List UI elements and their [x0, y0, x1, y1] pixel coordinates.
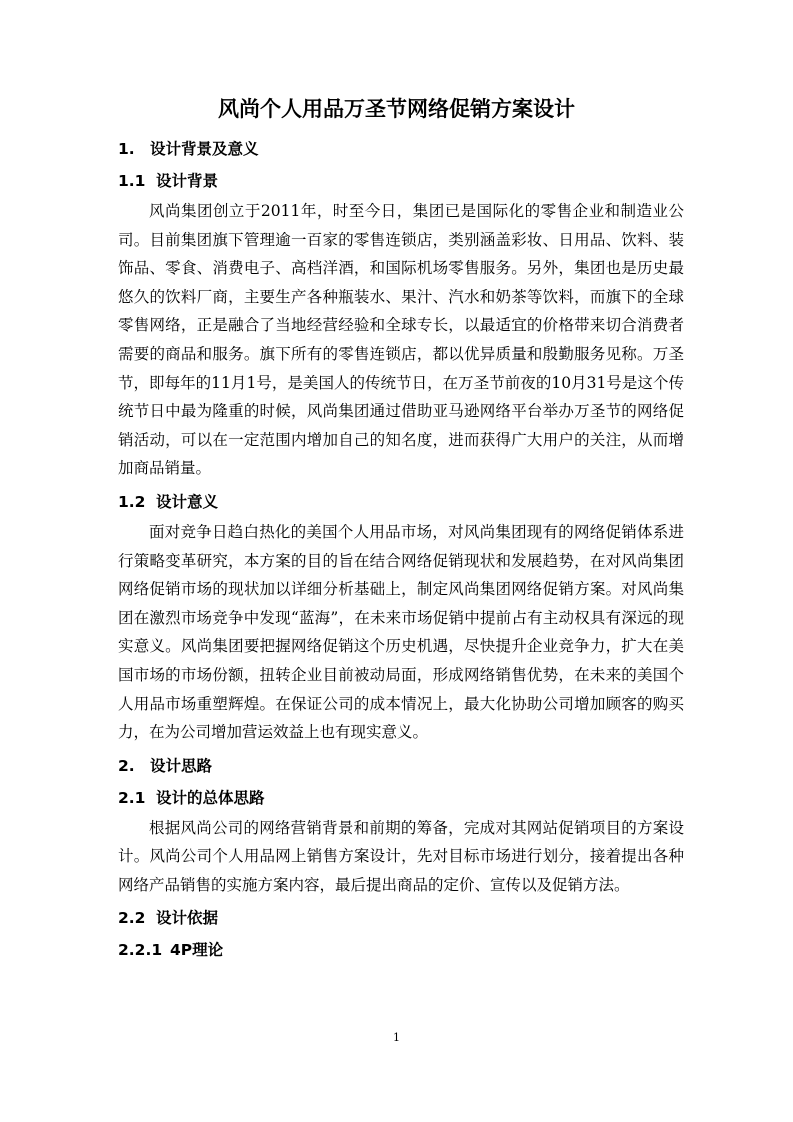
paragraph-background: 风尚集团创立于2011年，时至今日，集团已是国际化的零售企业和制造业公司。目前集团旗下管理逾一百家的零售连锁店，类别涵盖彩妆、日用品、饮料、装饰品、零食、消费电子、高档洋酒，和国际机场零售服务。另外，集团也是历史最悠久的饮料厂商，主要生产各种瓶装水、果汁、汽水和奶茶等饮料，而旗下的全球零售网络，正是融合了当地经营经验和全球专长，以最适宜的价格带来切合消费者需要的商品和服务。旗下所有的零售连锁店，都以优异质量和殷勤服务见称。万圣节，即每年的11月1号，是美国人的传统节日，在万圣节前夜的10月31号是这个传统节日中最为隆重的时候，风尚集团通过借助亚马逊网络平台举办万圣节的网络促销活动，可以在一定范围内增加自己的知名度，进而获得广大用户的关注，从而增加商品销量。 — [118, 202, 684, 478]
section-heading-2-2-1 — [118, 934, 684, 966]
section-title: 4P理论 — [170, 941, 224, 960]
section-number: 2.2 — [118, 909, 146, 928]
section-number: 2. — [118, 756, 135, 775]
section-title: 设计意义 — [156, 492, 219, 511]
document-body — [118, 133, 684, 966]
section-heading-2-1 — [118, 782, 684, 814]
section-heading-2 — [118, 750, 684, 782]
document-title: 风尚个人用品万圣节网络促销方案设计 — [218, 97, 575, 121]
section-title: 设计思路 — [150, 756, 213, 775]
section-heading-1-1 — [118, 165, 684, 197]
page-number: 1 — [393, 1031, 400, 1044]
section-number: 2.1 — [118, 788, 146, 807]
section-title: 设计依据 — [156, 909, 219, 928]
section-title: 设计背景 — [156, 172, 219, 190]
paragraph-significance: 面对竞争日趋白热化的美国个人用品市场，对风尚集团现有的网络促销体系进行策略变革研究，本方案的目的旨在结合网络促销现状和发展趋势，在对风尚集团网络促销市场的现状加以详细分析基础上，制定风尚集团网络促销方案。对风尚集团在激烈市场竞争中发现“蓝海”，在未来市场促销中提前占有主动权具有深远的现实意义。风尚集团要把握网络促销这个历史机遇，尽快提升企业竞争力，扩大在美国市场的市场份额，扭转企业目前被动局面，形成网络销售优势，在未来的美国个人用品市场重塑辉煌。在保证公司的成本情况上，最大化协助公司增加顾客的购买力，在为公司增加营运效益上也有现实意义。 — [118, 522, 684, 742]
section-title: 设计的总体思路 — [156, 788, 265, 807]
section-number: 2.2.1 — [118, 941, 163, 960]
section-number: 1.2 — [118, 492, 146, 511]
section-number: 1. — [118, 140, 135, 158]
section-heading-1-2 — [118, 486, 684, 518]
section-heading-2-2 — [118, 902, 684, 934]
section-title: 设计背景及意义 — [150, 140, 259, 158]
paragraph-overall-approach: 根据风尚公司的网络营销背景和前期的筹备，完成对其网站促销项目的方案设计。风尚公司个人用品网上销售方案设计，先对目标市场进行划分，接着提出各种网络产品销售的实施方案内容，最后提出商品的定价、宣传以及促销方法。 — [118, 818, 684, 894]
section-number: 1.1 — [118, 172, 146, 190]
section-heading-1 — [118, 133, 684, 165]
